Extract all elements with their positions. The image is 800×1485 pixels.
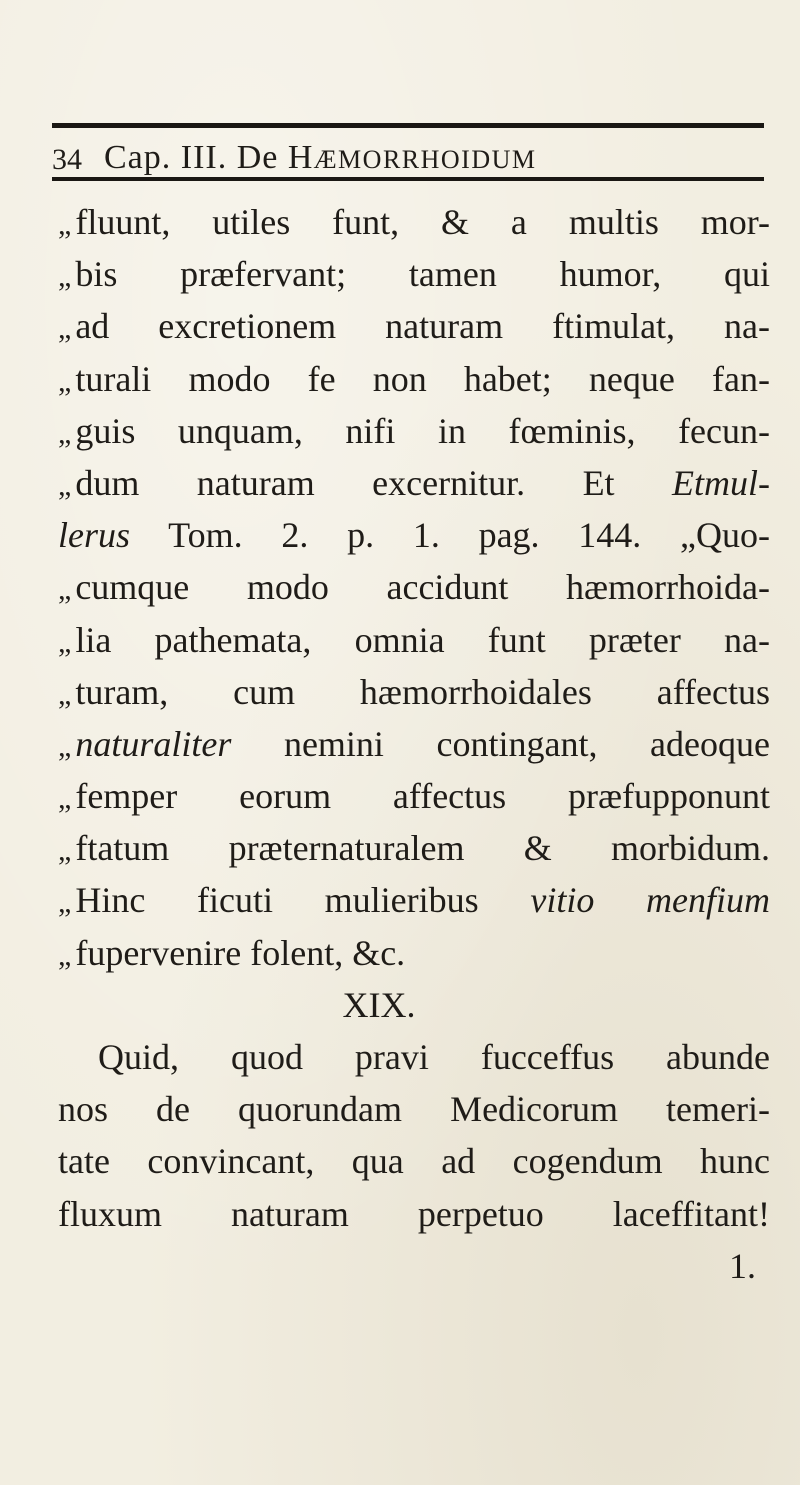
italic-run: lerus: [58, 515, 130, 556]
catchword: 1.: [729, 1245, 756, 1286]
text-line: Quid, quod pravi fucceffus abunde: [98, 1037, 770, 1077]
text-run: dum naturam excernitur. Et: [75, 462, 615, 503]
text-line: „ ad excretionem naturam ftimulat, na-: [58, 300, 770, 352]
text-line: nos de quorundam Medicorum temeri-: [58, 1089, 770, 1130]
text-line: „ cumque modo accidunt hæmorrhoida-: [58, 561, 770, 613]
text-line: „ turam, cum hæmorrhoidales affectus: [58, 666, 770, 718]
text-line: fluxum naturam perpetuo laceffitant!: [58, 1193, 770, 1234]
text-line: [58, 874, 770, 926]
text-line: „ guis unquam, nifi in fœminis, fecun-: [58, 405, 770, 457]
section-number: XIX.: [342, 984, 416, 1025]
running-head-smallcaps: ÆMORRHOIDUM: [313, 145, 537, 174]
body-text: [58, 196, 770, 1292]
italic-run: vitio menfium: [530, 880, 771, 921]
text-line: „ fluunt, utiles funt, & a multis mor-: [58, 196, 770, 248]
page-number: 34: [52, 143, 82, 176]
text-line: „ turali modo fe non habet; neque fan-: [58, 353, 770, 405]
text-run: Tom. 2. p. 1. pag. 144. „Quo-: [168, 515, 771, 556]
page-header: [52, 128, 764, 178]
text-line: tate convincant, qua ad cogendum hunc: [58, 1141, 770, 1182]
text-line: „ ftatum præternaturalem & morbidum.: [58, 822, 770, 874]
italic-run: Etmul-: [672, 462, 770, 503]
text-line: „ bis præfervant; tamen humor, qui: [58, 248, 770, 300]
text-line: „ lia pathemata, omnia funt præter na-: [58, 614, 770, 666]
running-head: [104, 141, 537, 178]
header-bottom-rule: [52, 177, 764, 181]
text-run: Hinc ficuti mulieribus: [75, 880, 479, 921]
text-line: „ fupervenire folent, &c.: [58, 927, 770, 979]
running-head-prefix: Cap. III. De H: [104, 139, 314, 176]
text-line: [58, 509, 770, 561]
text-run: nemini contingant, adeoque: [283, 723, 770, 764]
italic-run: naturaliter: [75, 723, 232, 764]
text-line: „ femper eorum affectus præfupponunt: [58, 770, 770, 822]
text-line: [58, 718, 770, 770]
text-line: [58, 457, 770, 509]
